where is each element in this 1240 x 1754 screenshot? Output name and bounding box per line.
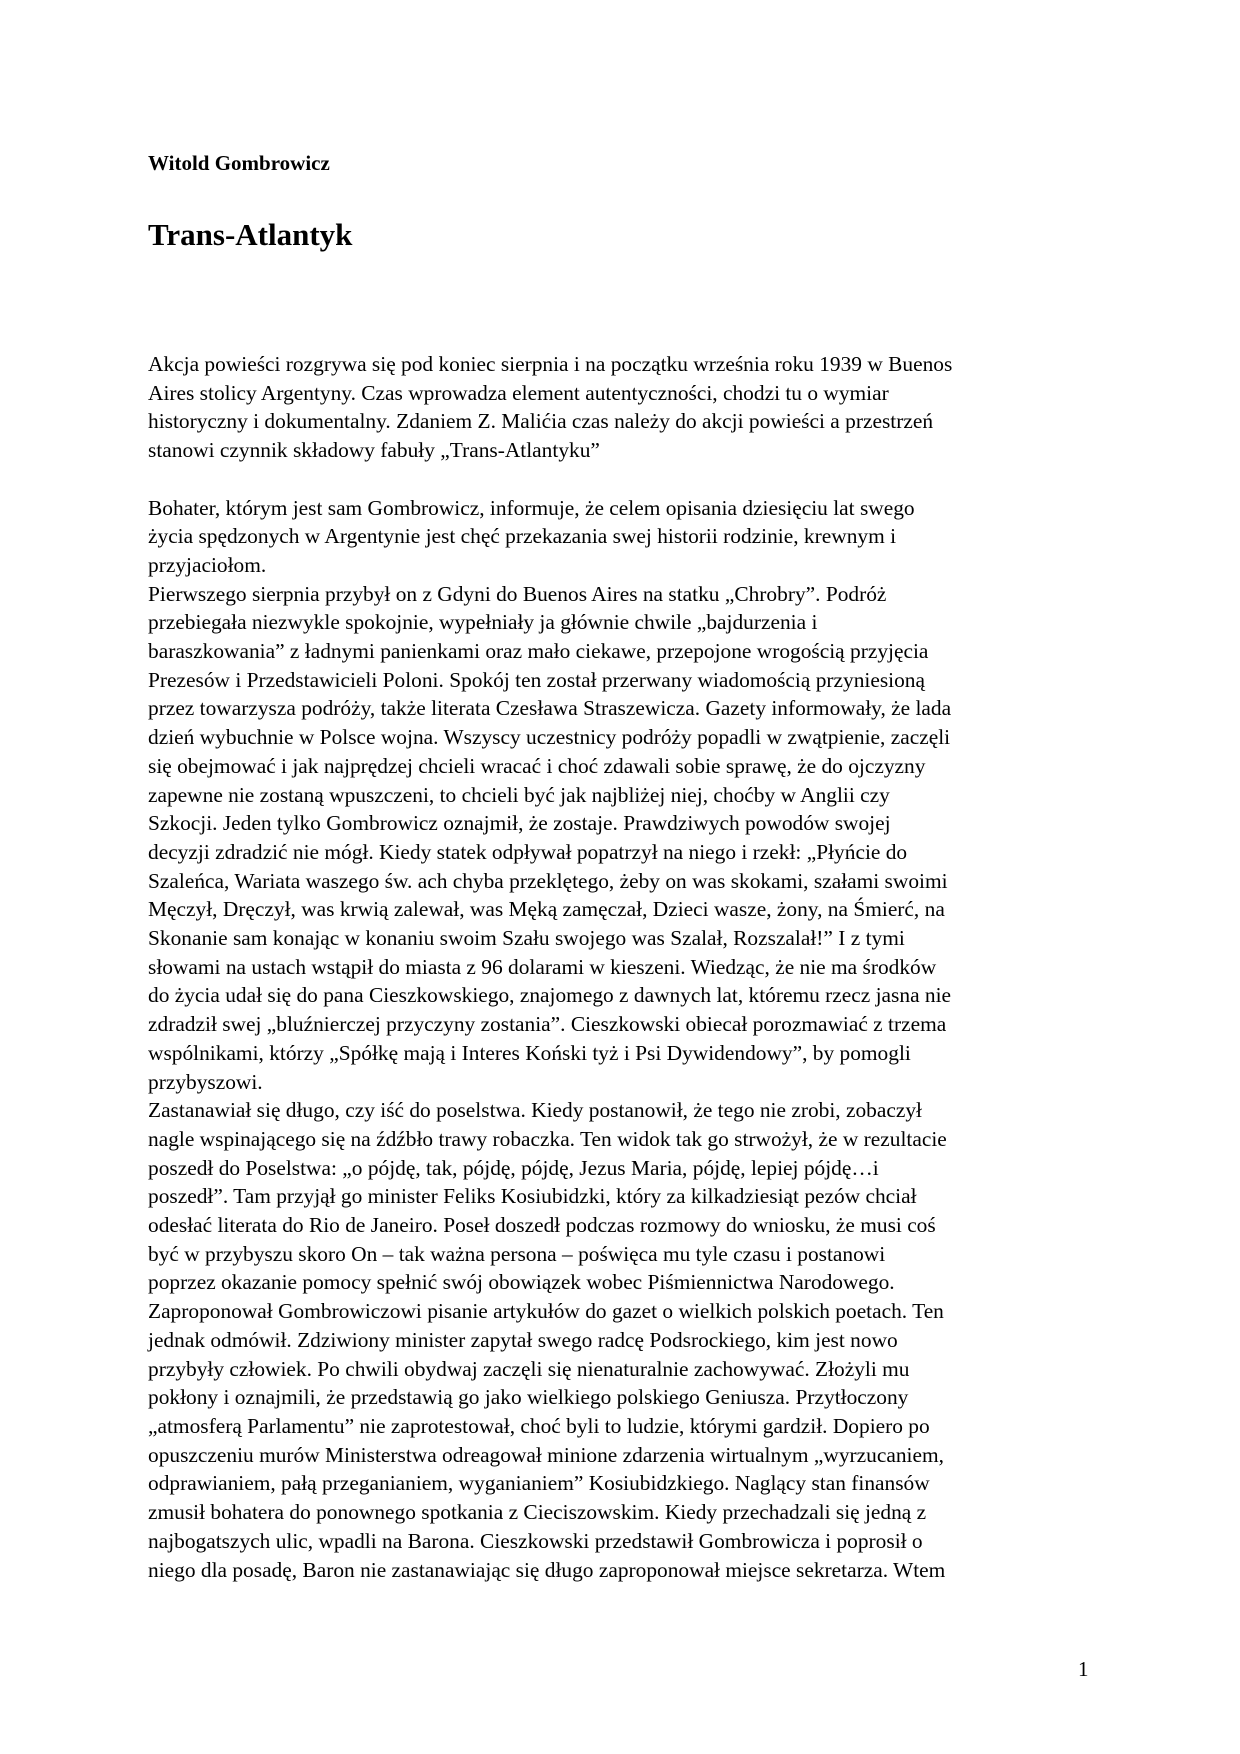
text-line: odprawianiem, pałą przeganianiem, wyganianiem” Kosiubidzkiego. Naglący stan finansów [148,1471,930,1496]
paragraph [148,1096,1108,1584]
paragraph-gap [148,465,1108,494]
text-line: być w przybyszu skoro On – tak ważna persona – poświęca mu tyle czasu i postanowi [148,1241,886,1266]
text-line: zapewne nie zostaną wpuszczeni, to chcieli być jak najbliżej niej, choćby w Anglii czy [148,782,890,807]
text-line: zmusił bohatera do ponownego spotkania z Cieciszowskim. Kiedy przechadzali się jedną z [148,1500,927,1525]
paragraph [148,580,1108,1097]
text-line: zdradził swej „bluźnierczej przyczyny zostania”. Cieszkowski obiecał porozmawiać z trzema [148,1012,947,1037]
text-line: „atmosferą Parlamentu” nie zaprotestował, choć byli to ludzie, którymi gardził. Dopiero po [148,1414,930,1438]
text-line: stanowi czynnik składowy fabuły „Trans-Atlantyku” [148,438,600,463]
text-line: nagle wspinającego się na źdźbło trawy robaczka. Ten widok tak go strwożył, że w rezultacie [148,1126,947,1151]
text-line: decyzji zdradzić nie mógł. Kiedy statek odpływał popatrzył na niego i rzekł: „Płyńcie do [148,839,908,864]
text-line: życia spędzonych w Argentynie jest chęć przekazania swej historii rodzinie, krewnym i [148,524,897,549]
page-number: 1 [1078,1657,1089,1681]
text-line: Bohater, którym jest sam Gombrowicz, informuje, że celem opisania dziesięciu lat swego [148,495,915,520]
text-line: opuszczeniu murów Ministerstwa odreagował minione zdarzenia wirtualnym „wyrzucaniem, [148,1442,944,1467]
text-line: słowami na ustach wstąpił do miasta z 96 dolarami w kieszeni. Wiedząc, że nie ma środków [148,954,937,979]
text-line: poszedł do Poselstwa: „o pójdę, tak, pójdę, pójdę, Jezus Maria, pójdę, lepiej pójdę…i [148,1155,879,1180]
text-line: Zastanawiał się długo, czy iść do poselstwa. Kiedy postanowił, że tego nie zrobi, zobaczył [148,1098,922,1123]
text-line: Prezesów i Przedstawicieli Poloni. Spokój ten został przerwany wiadomością przyniesioną [148,667,925,692]
text-line: Akcja powieści rozgrywa się pod koniec sierpnia i na początku września roku 1939 w Buenos [148,352,953,376]
text-line: poszedł”. Tam przyjął go minister Feliks Kosiubidzki, który za kilkadziesiąt pezów chciał [148,1184,917,1209]
text-line: do życia udał się do pana Cieszkowskiego, znajomego z dawnych lat, któremu rzecz jasna nie [148,983,952,1008]
author-name: Witold Gombrowicz [148,151,330,175]
document-title: Trans-Atlantyk [148,217,353,252]
text-line: jednak odmówił. Zdziwiony minister zapytał swego radcę Podsrockiego, kim jest nowo [148,1327,898,1352]
text-line: przybyszowi. [148,1069,263,1094]
text-line: przebiegała niezwykle spokojnie, wypełniały ja głównie chwile „bajdurzenia i [148,610,818,635]
text-line: odesłać literata do Rio de Janeiro. Poseł doszedł podczas rozmowy do wniosku, że musi coś [148,1213,936,1238]
text-line: dzień wybuchnie w Polsce wojna. Wszyscy uczestnicy podróży popadli w zwątpienie, zaczęli [148,725,951,750]
text-line: poprzez okazanie pomocy spełnić swój obowiązek wobec Piśmiennictwa Narodowego. [148,1270,895,1295]
text-line: wspólnikami, którzy „Spółkę mają i Interes Koński tyż i Psi Dywidendowy”, by pomogli [148,1040,911,1065]
text-line: Pierwszego sierpnia przybył on z Gdyni do Buenos Aires na statku „Chrobry”. Podróż [148,581,887,606]
text-line: Szaleńca, Wariata waszego św. ach chyba przeklętego, żeby on was skokami, szałami swoimi [148,868,948,893]
text-line: przybyły człowiek. Po chwili obydwaj zaczęli się nienaturalnie zachowywać. Złożyli mu [148,1356,910,1381]
paragraph [148,350,1108,465]
text-line: przyjaciołom. [148,552,267,577]
text-line: baraszkowania” z ładnymi panienkami oraz mało ciekawe, przepojone wrogością przyjęcia [148,639,929,664]
document-body [148,350,1108,1584]
text-line: historyczny i dokumentalny. Zdaniem Z. Malićia czas należy do akcji powieści a przestrzeń [148,409,934,434]
text-line: Męczył, Dręczył, was krwią zalewał, was Męką zamęczał, Dzieci wasze, żony, na Śmierć, na [148,897,945,922]
text-line: niego dla posadę, Baron nie zastanawiając się długo zaproponował miejsce sekretarza. Wtem [148,1557,946,1582]
text-line: Zaproponował Gombrowiczowi pisanie artykułów do gazet o wielkich polskich poetach. Ten [148,1299,944,1324]
paragraph [148,494,1108,580]
text-line: Aires stolicy Argentyny. Czas wprowadza element autentyczności, chodzi tu o wymiar [148,380,889,405]
text-line: Szkocji. Jeden tylko Gombrowicz oznajmił, że zostaje. Prawdziwych powodów swojej [148,811,891,836]
text-line: Skonanie sam konając w konaniu swoim Szału swojego was Szalał, Rozszalał!” I z tymi [148,926,905,951]
text-line: przez towarzysza podróży, także literata Czesława Straszewicza. Gazety informowały, że lada [148,696,952,721]
text-line: się obejmować i jak najprędzej chcieli wracać i choć zdawali sobie sprawę, że do ojczyzny [148,753,926,778]
text-line: najbogatszych ulic, wpadli na Barona. Cieszkowski przedstawił Gombrowicza i poprosił o [148,1528,923,1553]
text-line: pokłony i oznajmili, że przedstawią go jako wielkiego polskiego Geniusza. Przytłoczony [148,1385,909,1410]
